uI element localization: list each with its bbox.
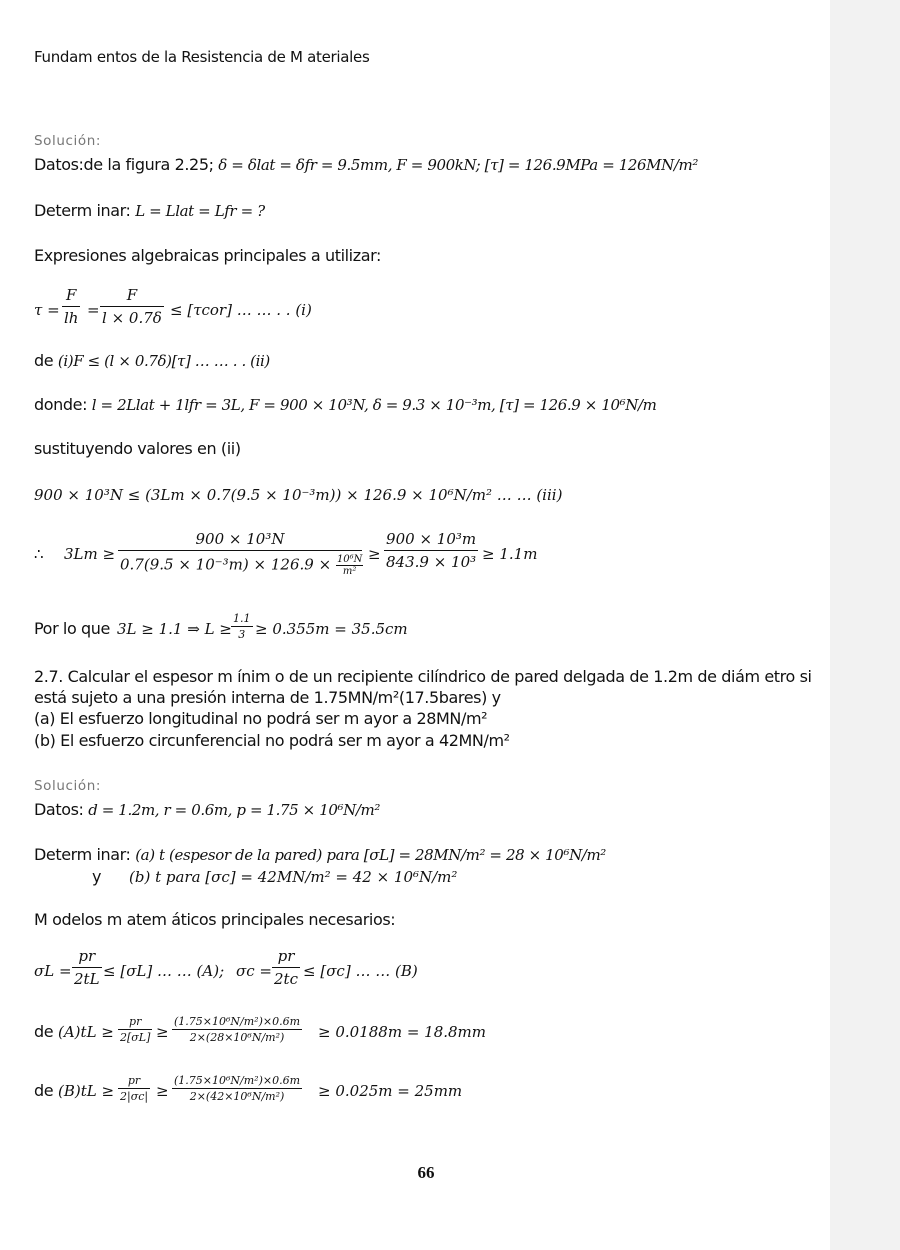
deA-f1-num: pr — [129, 1015, 142, 1028]
deB-f1-den: 2|σc| — [120, 1090, 149, 1103]
de-label: de — [34, 351, 54, 370]
datos-label-2: Datos: — [34, 800, 84, 819]
deB-ge: ≥ — [156, 1082, 169, 1100]
eq-i-frac-2-den: l × 0.7δ — [100, 306, 164, 327]
sustituyendo-line: sustituyendo valores en (ii) — [34, 439, 241, 458]
datos-label: Datos:de la figura 2.25; — [34, 155, 214, 174]
solution-label-2: Solución: — [34, 778, 102, 794]
datos-math: δ = δlat = δfr = 9.5mm, F = 900kN; [τ] = 126.9MPa = 126MN/m² — [218, 156, 698, 174]
determinar-b: (b) t para [σc] = 42MN/m² = 42 × 10⁶N/m² — [129, 868, 458, 886]
sigmac-den: 2tc — [272, 967, 300, 988]
datos-math-2: d = 1.2m, r = 0.6m, p = 1.75 × 10⁶N/m² — [88, 801, 380, 819]
deA-rhs: ≥ 0.0188m = 18.8mm — [318, 1023, 486, 1041]
eq-iv-frac-1 — [118, 530, 362, 577]
deB-frac-1 — [118, 1074, 150, 1103]
expresiones-heading: Expresiones algebraicas principales a utilizar: — [34, 246, 382, 265]
sigmaL-den: 2tL — [72, 967, 102, 988]
eq-iv-frac-1-den — [118, 550, 362, 577]
deA-ge: ≥ — [156, 1023, 169, 1041]
deA-f1-den: 2[σL] — [120, 1031, 151, 1044]
deA-frac-2 — [172, 1015, 302, 1044]
eq-iv-inner-den: m² — [342, 566, 357, 577]
eq-iv-frac-1-den-text: 0.7(9.5 × 10⁻³m) × 126.9 × — [120, 555, 332, 574]
eq-i-frac-1 — [62, 286, 80, 327]
eq-iv-inner-num: 10⁶N — [336, 554, 363, 565]
porlo-label: Por lo que — [34, 619, 110, 638]
eq-i-frac-2-num: F — [126, 286, 138, 304]
determinar-line — [34, 201, 265, 221]
eq-iii: 900 × 10³N ≤ (3Lm × 0.7(9.5 × 10⁻³m)) × 126.9 × 10⁶N/m² … … (iii) — [34, 486, 563, 504]
problem-2-7-line-3: (a) El esfuerzo longitudinal no podrá ser m ayor a 28MN/m² — [34, 709, 488, 728]
porlo-math-b: ≥ 0.355m = 35.5cm — [255, 620, 408, 638]
right-margin-strip — [830, 0, 900, 1250]
problem-2-7-line-2: está sujeto a una presión interna de 1.75MN/m²(17.5bares) y — [34, 688, 501, 707]
deB-label: de — [34, 1081, 54, 1100]
equals-sign: = — [87, 301, 100, 319]
sigmaL-rhs: ≤ [σL] … … (A); — [103, 962, 225, 980]
problem-2-7-line-4: (b) El esfuerzo circunferencial no podrá ser m ayor a 42MN/m² — [34, 731, 510, 750]
page-number: 66 — [417, 1163, 435, 1182]
donde-label: donde: — [34, 395, 88, 414]
porlo-math-a: 3L ≥ 1.1 ⇒ L ≥ — [117, 620, 232, 638]
deA-f2-num: (1.75×10⁶N/m²)×0.6m — [174, 1015, 301, 1028]
eq-iv-rhs: ≥ 1.1m — [482, 545, 538, 563]
determinar-y: y — [92, 867, 102, 886]
deA-f2-den: 2×(28×10⁶N/m²) — [172, 1029, 302, 1044]
solution-label: Solución: — [34, 133, 102, 149]
deB-f2-num: (1.75×10⁶N/m²)×0.6m — [174, 1074, 301, 1087]
eq-iv-inner-frac — [336, 554, 363, 577]
deB-frac-2 — [172, 1074, 302, 1103]
sigmac-frac — [272, 947, 300, 988]
therefore-symbol: ∴ — [34, 545, 44, 563]
sigmac-num: pr — [277, 947, 295, 965]
eq-iv-lhs: 3Lm ≥ — [64, 545, 116, 563]
porlo-frac — [231, 612, 253, 641]
eq-iv-frac-2-den: 843.9 × 10³ — [384, 550, 478, 571]
porlo-num: 1.1 — [233, 612, 251, 625]
determinar-a: (a) t (espesor de la pared) para [σL] = 28MN/m² = 28 × 10⁶N/m² — [135, 846, 606, 864]
modelos-heading: M odelos m atem áticos principales necesarios: — [34, 910, 396, 929]
deB-rhs: ≥ 0.025m = 25mm — [318, 1082, 463, 1100]
eq-iv-ge: ≥ — [368, 545, 381, 563]
determinar-label-2: Determ inar: — [34, 845, 131, 864]
donde-math: l = 2Llat + 1lfr = 3L, F = 900 × 10³N, δ = 9.3 × 10⁻³m, [τ] = 126.9 × 10⁶N/m — [91, 396, 657, 414]
problem-2-7-line-1: 2.7. Calcular el espesor m ínim o de un recipiente cilíndrico de pared delgada de 1.2m de diám etro si — [34, 667, 812, 686]
eq-i-frac-1-den: lh — [62, 306, 80, 327]
determinar-line-2 — [34, 845, 606, 865]
determinar-math: L = Llat = Lfr = ? — [135, 202, 265, 220]
sigmac-rhs: ≤ [σc] … … (B) — [303, 962, 418, 980]
eq-i-rhs: ≤ [τcor] … … . . (i) — [170, 301, 312, 319]
eq-iv-frac-2-num: 900 × 10³m — [386, 530, 477, 548]
datos-line — [34, 155, 698, 175]
deB-f1-num: pr — [127, 1074, 141, 1087]
deB-lhs: (B)tL ≥ — [58, 1082, 115, 1100]
deA-label: de — [34, 1022, 54, 1041]
eq-i-lhs: τ = — [34, 301, 60, 319]
sigmaL-num: pr — [78, 947, 96, 965]
deA-frac-1 — [118, 1015, 152, 1044]
porlo-den: 3 — [231, 626, 253, 641]
sigmac-lhs: σc = — [236, 962, 272, 980]
deA-lhs: (A)tL ≥ — [58, 1023, 114, 1041]
eq-iv-frac-1-num: 900 × 10³N — [195, 530, 285, 548]
eq-i-frac-2 — [100, 286, 164, 327]
donde-line — [34, 395, 656, 415]
eq-i-frac-1-num: F — [66, 286, 77, 304]
determinar-label: Determ inar: — [34, 201, 131, 220]
deB-f2-den: 2×(42×10⁶N/m²) — [172, 1088, 302, 1103]
eq-ii: (i)F ≤ (l × 0.7δ)[τ] … … . . (ii) — [57, 352, 270, 370]
eq-iv-frac-2 — [384, 530, 478, 571]
datos-line-2 — [34, 800, 380, 820]
sigmaL-lhs: σL = — [34, 962, 72, 980]
sigmaL-frac — [72, 947, 102, 988]
running-header: Fundam entos de la Resistencia de M ateriales — [34, 48, 370, 66]
eq-ii-line — [34, 351, 270, 371]
